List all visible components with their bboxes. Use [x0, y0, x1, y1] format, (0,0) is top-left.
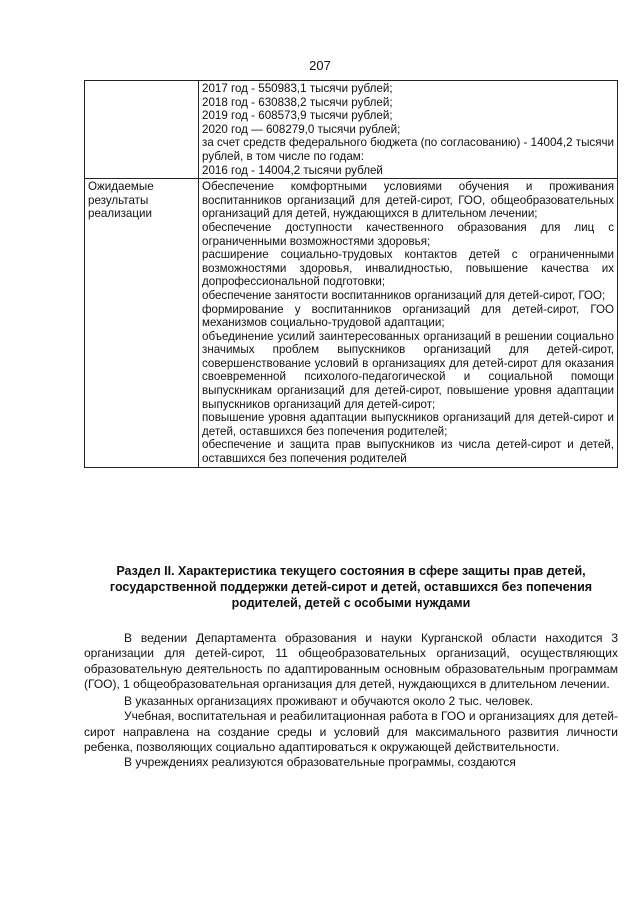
row-content	[199, 179, 618, 467]
table-line: обеспечение и защита прав выпускников из числа детей-сирот и детей, оставшихся без попечения родителей	[202, 438, 614, 466]
row-label: Ожидаемые результаты реализации	[85, 179, 199, 467]
table-line: за счет средств федерального бюджета (по согласованию) - 14004,2 тысячи рублей, в том числе по годам:	[202, 136, 614, 163]
section-heading: Раздел II. Характеристика текущего состояния в сфере защиты прав детей, государственной поддержки детей-сирот и детей, оставшихся без попечения родителей, детей с особыми нуждами	[109, 564, 593, 610]
table-row	[85, 179, 618, 467]
table-line: 2016 год - 14004,2 тысячи рублей	[202, 163, 383, 177]
paragraph: В учреждениях реализуются образовательные программы, создаются	[124, 755, 516, 770]
table-line: 2020 год — 608279,0 тысячи рублей;	[202, 122, 401, 136]
table-line: 2017 год - 550983,1 тысячи рублей;	[202, 82, 393, 95]
page-number: 207	[309, 58, 331, 73]
table-line: обеспечение занятости воспитанников организаций для детей-сирот, ГОО;	[202, 288, 606, 302]
table-line: формирование у воспитанников организаций для детей-сирот, ГОО механизмов социально-трудовой адаптации;	[202, 302, 614, 330]
row-content	[199, 81, 618, 179]
table-line: 2018 год - 630838,2 тысячи рублей;	[202, 95, 393, 109]
paragraph: В указанных организациях проживают и обучаются около 2 тыс. человек.	[124, 694, 534, 709]
paragraph: В ведении Департамента образования и науки Курганской области находится 3 организации для детей-сирот, 11 общеобразовательных организаций, осуществляющих образовательную деятельность по адаптированным основным образовательным программам (ГОО), 1 общеобразовательная организация для детей, нуждающихся в длительном лечении.	[84, 631, 618, 691]
table-line: обеспечение доступности качественного образования для лиц с ограниченными возможностями здоровья;	[202, 220, 614, 248]
passport-table	[84, 80, 618, 468]
paragraph: Учебная, воспитательная и реабилитационная работа в ГОО и организациях для детей-сирот направлена на создание среды и условий для максимального развития личности ребенка, позволяющих социально адаптироваться к окружающей действительности.	[84, 709, 618, 755]
row-label	[85, 81, 199, 179]
body-text	[84, 631, 618, 771]
table-line: расширение социально-трудовых контактов детей с ограниченными возможностями здоровья, инвалидностью, повышение качества их допрофессиональной подготовки;	[202, 248, 614, 289]
table-line: Обеспечение комфортными условиями обучения и проживания воспитанников организаций для детей-сирот, ГОО, общеобразовательных организаций для детей, нуждающихся в длительном лечении;	[202, 180, 614, 221]
table-line: 2019 год - 608573,9 тысячи рублей;	[202, 109, 393, 123]
table-line: повышение уровня адаптации выпускников организаций для детей-сирот и детей, оставшихся без попечения родителей;	[202, 411, 614, 438]
table-line: объединение усилий заинтересованных организаций в решении социально значимых проблем выпускников организаций для детей-сирот, совершенствование условий в организациях для детей-сирот для оказания своевременной психолого-педагогической и социальной помощи выпускникам организаций для детей-сирот, повышение уровня адаптации выпускников организаций для детей-сирот;	[202, 329, 614, 411]
table-row	[85, 81, 618, 179]
